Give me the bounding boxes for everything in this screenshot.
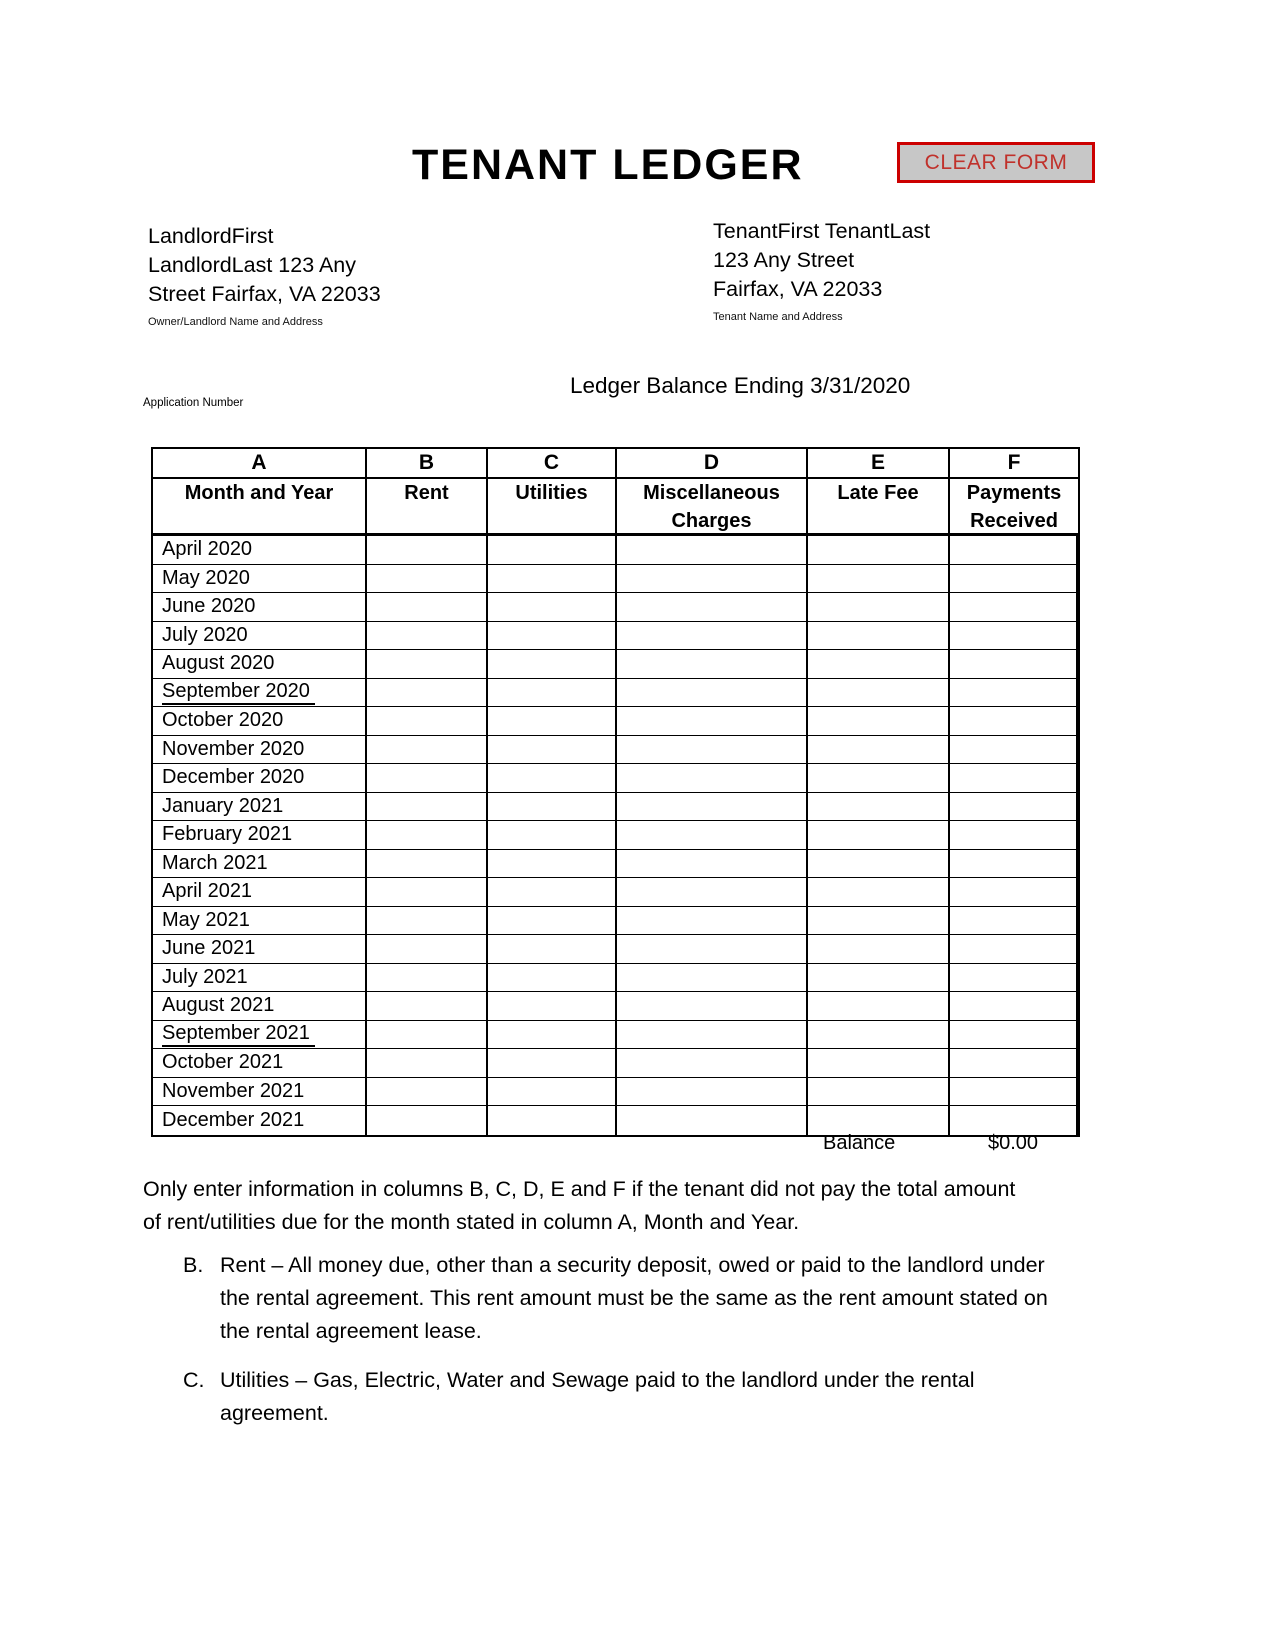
instruction-text: Rent – All money due, other than a security deposit, owed or paid to the landlord under the rental agreement. This rent amount must be the same as the rent amount stated on the rental agreement lease. [220, 1253, 1048, 1343]
month-label: September 2021 [162, 1021, 315, 1047]
cell-input-utilities[interactable] [488, 992, 617, 1021]
cell-input-rent[interactable] [367, 964, 488, 993]
cell-input-payments-received[interactable] [950, 1021, 1078, 1050]
month-cell [153, 850, 367, 879]
cell-input-late-fee[interactable] [808, 565, 950, 594]
cell-input-utilities[interactable] [488, 707, 617, 736]
column-header-utilities [488, 479, 617, 533]
column-letter-d: D [617, 449, 808, 477]
cell-input-utilities[interactable] [488, 650, 617, 679]
cell-input-rent[interactable] [367, 1021, 488, 1050]
cell-input-payments-received[interactable] [950, 707, 1078, 736]
column-label: Miscellaneous [643, 482, 780, 504]
tenant-caption: Tenant Name and Address [713, 311, 843, 323]
cell-input-rent[interactable] [367, 707, 488, 736]
column-labels-row [153, 479, 1078, 536]
landlord-line-1: LandlordFirst [148, 224, 274, 248]
cell-input-rent[interactable] [367, 536, 488, 565]
tenant-line-3: Fairfax, VA 22033 [713, 277, 883, 301]
cell-input-payments-received[interactable] [950, 622, 1078, 651]
month-label: July 2020 [162, 623, 248, 646]
cell-input-payments-received[interactable] [950, 736, 1078, 765]
month-cell [153, 1078, 367, 1107]
month-cell [153, 935, 367, 964]
month-cell [153, 821, 367, 850]
cell-input-utilities[interactable] [488, 536, 617, 565]
balance-label: Balance [823, 1132, 896, 1154]
cell-input-late-fee[interactable] [808, 707, 950, 736]
cell-input-rent[interactable] [367, 935, 488, 964]
cell-input-utilities[interactable] [488, 907, 617, 936]
column-sublabel: Received [970, 510, 1058, 532]
instruction-item-c [143, 1364, 1055, 1430]
month-cell [153, 878, 367, 907]
cell-input-misc-charges[interactable] [617, 878, 808, 907]
cell-input-utilities[interactable] [488, 850, 617, 879]
month-cell [153, 907, 367, 936]
month-label: May 2020 [162, 566, 250, 589]
column-label: Month and Year [184, 482, 334, 504]
landlord-caption: Owner/Landlord Name and Address [148, 316, 323, 328]
cell-input-payments-received[interactable] [950, 764, 1078, 793]
cell-input-late-fee[interactable] [808, 935, 950, 964]
cell-input-rent[interactable] [367, 793, 488, 822]
month-label: July 2021 [162, 965, 248, 988]
cell-input-late-fee[interactable] [808, 764, 950, 793]
cell-input-misc-charges[interactable] [617, 1049, 808, 1078]
month-cell [153, 793, 367, 822]
month-cell [153, 622, 367, 651]
month-cell [153, 650, 367, 679]
month-label: August 2021 [162, 994, 275, 1017]
month-label: June 2020 [162, 595, 256, 618]
instruction-letter: C. [183, 1368, 205, 1392]
table-row [153, 935, 1078, 964]
cell-input-late-fee[interactable] [808, 850, 950, 879]
month-label: April 2020 [162, 538, 253, 561]
cell-input-late-fee[interactable] [808, 1021, 950, 1050]
instruction-letter: B. [183, 1253, 204, 1277]
cell-input-payments-received[interactable] [950, 1049, 1078, 1078]
cell-input-rent[interactable] [367, 622, 488, 651]
column-header-rent [367, 479, 488, 533]
cell-input-misc-charges[interactable] [617, 793, 808, 822]
cell-input-misc-charges[interactable] [617, 821, 808, 850]
month-cell [153, 736, 367, 765]
cell-input-late-fee[interactable] [808, 650, 950, 679]
cell-input-late-fee[interactable] [808, 536, 950, 565]
tenant-line-1: TenantFirst TenantLast [713, 219, 931, 243]
month-label: February 2021 [162, 823, 293, 846]
table-row [153, 907, 1078, 936]
ledger-table-body [153, 536, 1078, 1135]
cell-input-late-fee[interactable] [808, 907, 950, 936]
month-label: June 2021 [162, 937, 256, 960]
table-row [153, 536, 1078, 565]
instruction-item-b [143, 1249, 1055, 1348]
cell-input-rent[interactable] [367, 821, 488, 850]
month-label: December 2021 [162, 1108, 305, 1131]
month-cell [153, 764, 367, 793]
cell-input-misc-charges[interactable] [617, 707, 808, 736]
column-letter-f: F [1007, 451, 1021, 474]
cell-input-misc-charges[interactable] [617, 736, 808, 765]
tenant-name-address-field[interactable] [713, 217, 930, 304]
column-sublabel: Charges [671, 510, 752, 532]
month-cell [153, 964, 367, 993]
application-number-label: Application Number [143, 397, 244, 409]
month-label: January 2021 [162, 794, 284, 817]
ledger-table [151, 447, 1080, 1137]
column-header-miscellaneous-charges [617, 479, 808, 533]
cell-input-utilities[interactable] [488, 593, 617, 622]
landlord-line-3: Street Fairfax, VA 22033 [148, 282, 381, 306]
cell-input-misc-charges[interactable] [617, 850, 808, 879]
month-cell [153, 1049, 367, 1078]
cell-input-payments-received[interactable] [950, 793, 1078, 822]
table-row [153, 992, 1078, 1021]
table-row [153, 1078, 1078, 1107]
cell-input-payments-received[interactable] [950, 964, 1078, 993]
column-label: Utilities [515, 482, 588, 504]
column-letter-c: C [488, 449, 617, 477]
cell-input-utilities[interactable] [488, 1049, 617, 1078]
cell-input-misc-charges[interactable] [617, 1021, 808, 1050]
ledger-balance-ending-heading: Ledger Balance Ending 3/31/2020 [570, 373, 911, 398]
cell-input-utilities[interactable] [488, 878, 617, 907]
cell-input-payments-received[interactable] [950, 593, 1078, 622]
column-letters-row [153, 449, 1078, 479]
month-label: November 2021 [162, 1079, 305, 1102]
tenant-block [713, 217, 930, 323]
cell-input-rent[interactable] [367, 992, 488, 1021]
month-cell [153, 992, 367, 1021]
cell-input-rent[interactable] [367, 878, 488, 907]
month-cell [153, 679, 367, 708]
cell-input-misc-charges[interactable] [617, 764, 808, 793]
cell-input-utilities[interactable] [488, 821, 617, 850]
cell-input-misc-charges[interactable] [617, 679, 808, 708]
table-row [153, 1021, 1078, 1050]
column-header-month-and-year [153, 479, 367, 533]
cell-input-misc-charges[interactable] [617, 1078, 808, 1107]
cell-input-late-fee[interactable] [808, 964, 950, 993]
cell-input-misc-charges[interactable] [617, 1106, 808, 1135]
table-row [153, 679, 1078, 708]
cell-input-payments-received[interactable] [950, 565, 1078, 594]
cell-input-late-fee[interactable] [808, 793, 950, 822]
table-row [153, 793, 1078, 822]
cell-input-utilities[interactable] [488, 793, 617, 822]
cell-input-utilities[interactable] [488, 1078, 617, 1107]
cell-input-misc-charges[interactable] [617, 907, 808, 936]
balance-value: $0.00 [988, 1132, 1039, 1154]
cell-input-utilities[interactable] [488, 1106, 617, 1135]
cell-input-late-fee[interactable] [808, 1049, 950, 1078]
month-cell [153, 593, 367, 622]
cell-input-rent[interactable] [367, 679, 488, 708]
cell-input-rent[interactable] [367, 1078, 488, 1107]
cell-input-utilities[interactable] [488, 565, 617, 594]
table-row [153, 622, 1078, 651]
table-row [153, 850, 1078, 879]
month-cell [153, 1021, 367, 1050]
page-title: TENANT LEDGER [412, 141, 804, 189]
cell-input-late-fee[interactable] [808, 992, 950, 1021]
table-row [153, 650, 1078, 679]
cell-input-late-fee[interactable] [808, 622, 950, 651]
table-row [153, 1049, 1078, 1078]
cell-input-payments-received[interactable] [950, 536, 1078, 565]
tenant-line-2: 123 Any Street [713, 248, 855, 272]
cell-input-payments-received[interactable] [950, 878, 1078, 907]
column-label: Payments [966, 482, 1062, 504]
cell-input-misc-charges[interactable] [617, 593, 808, 622]
column-letter-e: E [808, 449, 950, 477]
cell-input-late-fee[interactable] [808, 1078, 950, 1107]
cell-input-payments-received[interactable] [950, 992, 1078, 1021]
clear-form-button[interactable]: CLEAR FORM [897, 142, 1095, 183]
cell-input-misc-charges[interactable] [617, 650, 808, 679]
month-cell [153, 565, 367, 594]
cell-input-payments-received[interactable] [950, 907, 1078, 936]
cell-input-payments-received[interactable] [950, 1106, 1078, 1135]
cell-input-misc-charges[interactable] [617, 536, 808, 565]
cell-input-payments-received[interactable] [950, 935, 1078, 964]
month-label: March 2021 [162, 851, 268, 874]
cell-input-utilities[interactable] [488, 1021, 617, 1050]
cell-input-payments-received[interactable] [950, 850, 1078, 879]
column-letter-a: A [153, 449, 367, 477]
cell-input-utilities[interactable] [488, 622, 617, 651]
cell-input-misc-charges[interactable] [617, 565, 808, 594]
month-cell [153, 1106, 367, 1135]
cell-input-late-fee[interactable] [808, 736, 950, 765]
cell-input-rent[interactable] [367, 1106, 488, 1135]
column-letter-b: B [367, 449, 488, 477]
cell-input-late-fee[interactable] [808, 679, 950, 708]
cell-input-misc-charges[interactable] [617, 992, 808, 1021]
month-label: November 2020 [162, 737, 305, 760]
table-row [153, 821, 1078, 850]
instructions-section [143, 1173, 1055, 1446]
instructions-intro: Only enter information in columns B, C, D, E and F if the tenant did not pay the total amount of rent/utilities due for the month stated in column A, Month and Year. [143, 1177, 1016, 1234]
cell-input-rent[interactable] [367, 565, 488, 594]
table-row [153, 565, 1078, 594]
cell-input-misc-charges[interactable] [617, 964, 808, 993]
cell-input-utilities[interactable] [488, 764, 617, 793]
month-label: October 2020 [162, 709, 284, 732]
month-label: May 2021 [162, 908, 250, 931]
table-row [153, 593, 1078, 622]
month-label: September 2020 [162, 679, 315, 705]
cell-input-late-fee[interactable] [808, 878, 950, 907]
cell-input-late-fee[interactable] [808, 593, 950, 622]
month-label: December 2020 [162, 766, 305, 789]
cell-input-utilities[interactable] [488, 964, 617, 993]
cell-input-rent[interactable] [367, 650, 488, 679]
table-row [153, 964, 1078, 993]
table-row [153, 1106, 1078, 1135]
cell-input-utilities[interactable] [488, 736, 617, 765]
cell-input-utilities[interactable] [488, 679, 617, 708]
cell-input-rent[interactable] [367, 764, 488, 793]
cell-input-payments-received[interactable] [950, 650, 1078, 679]
table-row [153, 736, 1078, 765]
cell-input-late-fee[interactable] [808, 821, 950, 850]
table-row [153, 878, 1078, 907]
cell-input-rent[interactable] [367, 907, 488, 936]
landlord-name-address-field[interactable] [148, 222, 381, 309]
month-cell [153, 536, 367, 565]
month-label: August 2020 [162, 652, 275, 675]
landlord-block [148, 222, 381, 328]
cell-input-late-fee[interactable] [808, 1106, 950, 1135]
month-label: April 2021 [162, 880, 253, 903]
cell-input-payments-received[interactable] [950, 821, 1078, 850]
landlord-line-2: LandlordLast 123 Any [148, 253, 356, 277]
cell-input-misc-charges[interactable] [617, 935, 808, 964]
month-label: October 2021 [162, 1051, 284, 1074]
column-label: Late Fee [837, 482, 919, 504]
cell-input-rent[interactable] [367, 1049, 488, 1078]
cell-input-utilities[interactable] [488, 935, 617, 964]
column-header-payments-received [950, 479, 1078, 533]
cell-input-payments-received[interactable] [950, 1078, 1078, 1107]
column-header-late-fee [808, 479, 950, 533]
table-row [153, 707, 1078, 736]
instruction-text: Utilities – Gas, Electric, Water and Sewage paid to the landlord under the rental agreement. [220, 1368, 975, 1425]
cell-input-rent[interactable] [367, 736, 488, 765]
column-label: Rent [404, 482, 449, 504]
cell-input-rent[interactable] [367, 850, 488, 879]
cell-input-misc-charges[interactable] [617, 622, 808, 651]
cell-input-payments-received[interactable] [950, 679, 1078, 708]
table-row [153, 764, 1078, 793]
month-cell [153, 707, 367, 736]
cell-input-rent[interactable] [367, 593, 488, 622]
